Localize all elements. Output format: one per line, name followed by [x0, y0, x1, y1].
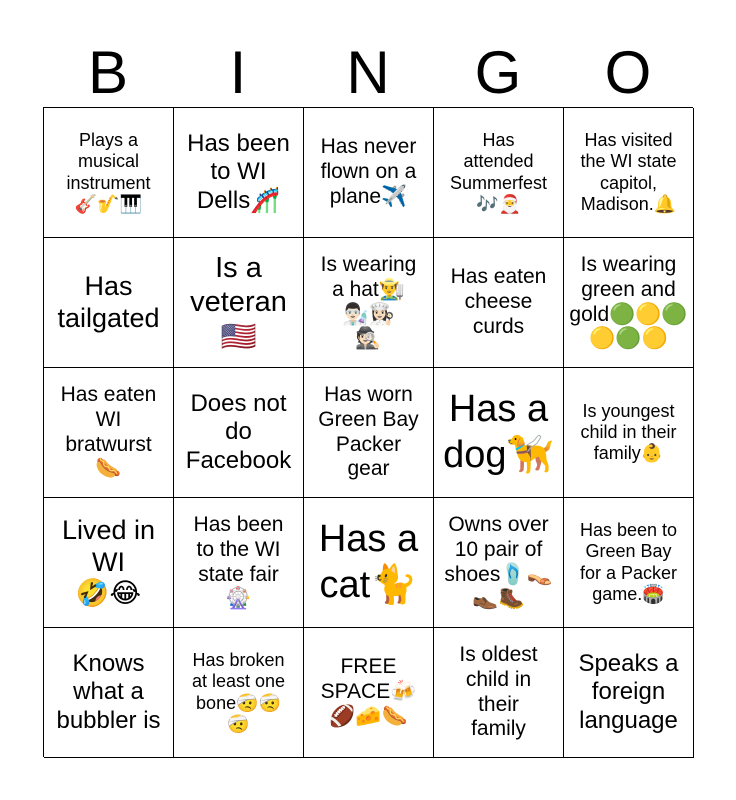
cell-text: Has attended Summerfest 🎶🎅	[449, 130, 548, 214]
bingo-cell[interactable]	[564, 628, 694, 758]
bingo-cell[interactable]	[304, 238, 434, 368]
cell-text: Has worn Green Bay Packer gear	[318, 382, 419, 481]
cell-text: Knows what a bubbler is	[56, 650, 161, 734]
cell-text: Speaks a foreign language	[578, 650, 679, 734]
header-letter-b: B	[87, 39, 129, 106]
bingo-cell[interactable]	[434, 108, 564, 238]
bingo-cell[interactable]	[304, 368, 434, 498]
bingo-cell[interactable]	[434, 238, 564, 368]
bingo-cell[interactable]	[564, 368, 694, 498]
bingo-cell[interactable]	[434, 498, 564, 628]
bingo-header	[43, 38, 693, 108]
bingo-cell[interactable]	[44, 628, 174, 758]
bingo-cell[interactable]	[304, 108, 434, 238]
bingo-cell[interactable]	[44, 108, 174, 238]
cell-text: Has eaten cheese curds	[450, 265, 547, 338]
cell-text: Has a cat🐈	[318, 517, 419, 606]
bingo-cell[interactable]	[304, 498, 434, 628]
cell-text: Is wearing green and gold🟢🟡🟢 🟡🟢🟡	[569, 252, 688, 351]
cell-text: Is oldest child in their family	[459, 642, 538, 741]
cell-text: FREE SPACE🍻 🏈🧀🌭	[320, 655, 417, 728]
header-letter-g: G	[474, 39, 522, 106]
free-space-cell[interactable]	[304, 628, 434, 758]
cell-text: Has a dog🦮	[443, 387, 554, 476]
bingo-cell[interactable]	[434, 628, 564, 758]
bingo-cell[interactable]	[174, 628, 304, 758]
cell-text: Has been to the WI state fair 🎡	[193, 512, 284, 611]
cell-text: Lived in WI 🤣😂	[61, 514, 156, 609]
cell-text: Plays a musical instrument 🎸🎷🎹	[66, 130, 151, 214]
bingo-cell[interactable]	[564, 498, 694, 628]
cell-text: Has been to WI Dells🎢	[187, 130, 290, 214]
bingo-cell[interactable]	[434, 368, 564, 498]
header-letter-n: N	[346, 39, 390, 106]
cell-text: Is youngest child in their family👶	[580, 400, 677, 464]
bingo-cell[interactable]	[564, 108, 694, 238]
cell-text: Has broken at least one bone🤕🤕 🤕	[191, 650, 286, 734]
cell-text: Has eaten WI bratwurst 🌭	[60, 382, 157, 481]
bingo-cell[interactable]	[174, 238, 304, 368]
cell-text: Is wearing a hat👨‍🌾 👨🏻‍🔬👩🏻‍🍳 🕵🏻	[320, 252, 417, 351]
bingo-cell[interactable]	[44, 238, 174, 368]
bingo-cell[interactable]	[174, 108, 304, 238]
bingo-cell[interactable]	[44, 498, 174, 628]
cell-text: Has been to Green Bay for a Packer game.🏟️	[579, 520, 678, 604]
cell-text: Has never flown on a plane✈️	[320, 135, 417, 208]
bingo-grid	[43, 107, 693, 757]
header-letter-o: O	[604, 39, 652, 106]
bingo-cell[interactable]	[174, 368, 304, 498]
bingo-cell[interactable]	[44, 368, 174, 498]
cell-text: Has visited the WI state capitol, Madison.🔔	[580, 130, 677, 214]
cell-text: Owns over 10 pair of shoes🩴👡 👞🥾	[444, 512, 553, 611]
cell-text: Has tailgated	[57, 270, 160, 333]
bingo-cell[interactable]	[564, 238, 694, 368]
bingo-cell[interactable]	[174, 498, 304, 628]
cell-text: Does not do Facebook	[185, 390, 292, 474]
header-letter-i: I	[229, 39, 247, 106]
cell-text: Is a veteran 🇺🇸	[190, 252, 287, 353]
